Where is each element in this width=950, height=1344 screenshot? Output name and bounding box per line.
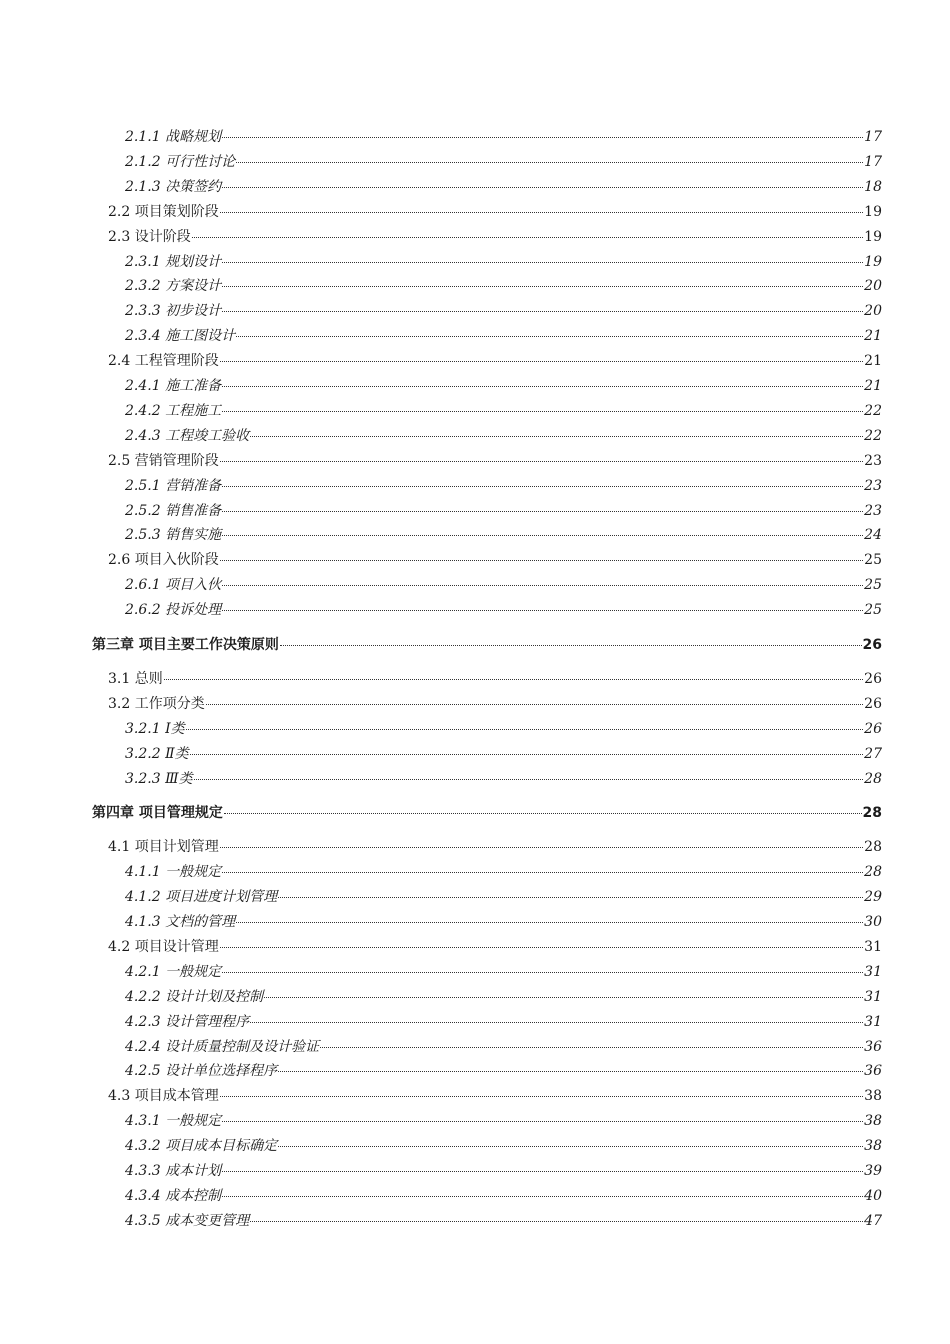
dot-leader — [222, 610, 863, 611]
dot-leader — [236, 922, 863, 923]
toc-entry[interactable] — [125, 574, 882, 594]
toc-page-number: 25 — [864, 552, 882, 569]
toc-page-number: 31 — [864, 938, 882, 955]
dot-leader — [192, 237, 863, 238]
toc-page-number: 38 — [864, 1088, 882, 1105]
toc-page-number: 17 — [864, 153, 882, 170]
toc-entry-title: 2.4.1 施工准备 — [125, 378, 222, 394]
toc-page-number: 19 — [864, 253, 882, 270]
toc-entry[interactable] — [108, 1085, 882, 1105]
dot-leader — [222, 1171, 863, 1172]
toc-entry[interactable] — [108, 201, 882, 221]
toc-page-number: 19 — [864, 228, 882, 245]
toc-entry-title: 4.1 项目计划管理 — [108, 839, 219, 856]
dot-leader — [186, 729, 864, 730]
toc-entry-title: 4.3.5 成本变更管理 — [125, 1212, 250, 1229]
toc-page-number: 21 — [864, 378, 882, 394]
dot-leader — [222, 872, 863, 873]
toc-entry-title: 3.2.3 Ⅲ类 — [125, 770, 193, 787]
dot-leader — [222, 511, 863, 512]
toc-page-number: 26 — [864, 695, 882, 712]
toc-page-number: 31 — [864, 963, 882, 980]
toc-entry-title: 3.2 工作项分类 — [108, 695, 205, 712]
toc-entry[interactable] — [108, 668, 882, 688]
toc-entry-title: 4.2.3 设计管理程序 — [125, 1013, 250, 1030]
toc-page-number: 39 — [864, 1163, 882, 1179]
dot-leader — [222, 262, 863, 263]
toc-entry-title: 3.2.2 Ⅱ类 — [125, 745, 189, 762]
toc-entry-title: 第四章 项目管理规定 — [92, 805, 223, 822]
toc-entry-title: 2.3.2 方案设计 — [125, 278, 222, 295]
toc-entry[interactable] — [125, 500, 882, 520]
toc-entry[interactable] — [125, 1185, 882, 1205]
toc-entry-title: 2.1.1 战略规划 — [125, 129, 222, 145]
toc-entry[interactable] — [125, 126, 882, 146]
toc-page-number: 36 — [864, 1038, 882, 1055]
toc-entry[interactable] — [125, 475, 882, 495]
dot-leader — [222, 972, 863, 973]
toc-entry[interactable] — [108, 549, 882, 569]
dot-leader — [206, 704, 863, 705]
toc-entry-title: 2.6.2 投诉处理 — [125, 602, 222, 619]
dot-leader — [278, 897, 863, 898]
toc-entry-title: 2.4.2 工程施工 — [125, 402, 222, 419]
toc-page-number: 21 — [864, 353, 882, 370]
dot-leader — [190, 754, 864, 755]
toc-entry-title: 4.2 项目设计管理 — [108, 938, 219, 955]
toc-page-number: 23 — [864, 502, 882, 519]
toc-entry-title: 2.4.3 工程竣工验收 — [125, 427, 250, 444]
toc-chapter-entry[interactable] — [92, 634, 882, 654]
toc-page-number: 19 — [864, 203, 882, 220]
dot-leader — [278, 1146, 863, 1147]
toc-page-number: 21 — [864, 328, 882, 345]
toc-entry[interactable] — [125, 400, 882, 420]
toc-page-number: 18 — [864, 178, 882, 195]
toc-entry-title: 2.1.2 可行性讨论 — [125, 153, 236, 170]
toc-entry-title: 4.1.2 项目进度计划管理 — [125, 889, 278, 906]
toc-entry[interactable] — [108, 836, 882, 856]
toc-entry[interactable] — [125, 251, 882, 271]
toc-entry-title: 2.3.1 规划设计 — [125, 253, 222, 270]
toc-page-number: 23 — [864, 452, 882, 469]
toc-page-number: 17 — [864, 129, 882, 145]
toc-entry[interactable] — [125, 1060, 882, 1080]
toc-page-number: 25 — [864, 577, 882, 594]
toc-entry[interactable] — [108, 936, 882, 956]
dot-leader — [250, 1022, 863, 1023]
toc-page-number: 20 — [864, 278, 882, 295]
toc-entry-title: 4.2.2 设计计划及控制 — [125, 988, 264, 1005]
toc-entry-title: 4.3.2 项目成本目标确定 — [125, 1138, 278, 1155]
toc-page-number: 22 — [864, 402, 882, 419]
toc-entry-title: 2.5.2 销售准备 — [125, 502, 222, 519]
toc-entry-title: 4.2.4 设计质量控制及设计验证 — [125, 1038, 320, 1055]
toc-entry[interactable] — [125, 861, 882, 881]
dot-leader — [236, 162, 863, 163]
dot-leader — [220, 1096, 863, 1097]
toc-entry-title: 2.5.3 销售实施 — [125, 527, 222, 544]
toc-entry-title: 4.3 项目成本管理 — [108, 1088, 219, 1105]
dot-leader — [222, 411, 863, 412]
toc-entry[interactable] — [125, 325, 882, 345]
toc-entry[interactable] — [125, 718, 882, 738]
toc-entry-title: 2.1.3 决策签约 — [125, 178, 222, 195]
toc-page-number: 36 — [864, 1063, 882, 1080]
dot-leader — [320, 1047, 863, 1048]
toc-entry[interactable] — [108, 226, 882, 246]
dot-leader — [220, 212, 863, 213]
toc-entry[interactable] — [125, 1036, 882, 1056]
toc-page-number: 22 — [864, 427, 882, 444]
toc-entry-title: 4.1.3 文档的管理 — [125, 914, 236, 930]
dot-leader — [222, 1121, 863, 1122]
dot-leader — [220, 947, 863, 948]
toc-entry-title: 4.3.3 成本计划 — [125, 1163, 222, 1179]
toc-entry-title: 4.3.1 一般规定 — [125, 1113, 222, 1130]
toc-entry-title: 2.3.3 初步设计 — [125, 303, 222, 320]
dot-leader — [278, 1071, 863, 1072]
toc-page-number: 28 — [862, 805, 882, 822]
dot-leader — [194, 779, 864, 780]
toc-page-number: 26 — [864, 670, 882, 687]
toc-page-number: 27 — [864, 745, 882, 762]
toc-page-number: 28 — [864, 839, 882, 856]
dot-leader — [222, 286, 863, 287]
toc-page-number: 20 — [864, 303, 882, 320]
dot-leader — [222, 311, 863, 312]
dot-leader — [236, 336, 863, 337]
toc-entry[interactable] — [125, 176, 882, 196]
toc-page-number: 31 — [864, 1013, 882, 1030]
toc-entry[interactable] — [125, 961, 882, 981]
dot-leader — [222, 187, 863, 188]
dot-leader — [220, 461, 863, 462]
toc-page-number: 38 — [864, 1113, 882, 1130]
toc-entry[interactable] — [108, 350, 882, 370]
toc-page-number: 26 — [864, 720, 882, 737]
toc-entry[interactable] — [125, 768, 882, 788]
toc-page-number: 28 — [864, 770, 882, 787]
toc-entry[interactable] — [125, 986, 882, 1006]
toc-entry[interactable] — [125, 1110, 882, 1130]
dot-leader — [250, 436, 863, 437]
toc-entry[interactable] — [125, 599, 882, 619]
toc-entry[interactable] — [125, 151, 882, 171]
toc-page-number: 23 — [864, 477, 882, 494]
toc-entry[interactable] — [125, 425, 882, 445]
toc-entry[interactable] — [108, 450, 882, 470]
toc-page-number: 40 — [864, 1187, 882, 1204]
toc-entry[interactable] — [125, 1135, 882, 1155]
toc-page-number: 31 — [864, 988, 882, 1005]
toc-entry[interactable] — [125, 886, 882, 906]
toc-entry[interactable] — [108, 693, 882, 713]
toc-entry-title: 3.1 总则 — [108, 670, 163, 687]
dot-leader — [222, 585, 863, 586]
toc-page-number: 28 — [864, 864, 882, 881]
dot-leader — [250, 1221, 863, 1222]
toc-entry[interactable] — [125, 743, 882, 763]
toc-page-number: 30 — [864, 914, 882, 930]
toc-entry-title: 2.5.1 营销准备 — [125, 477, 222, 494]
toc-entry-title: 2.3.4 施工图设计 — [125, 328, 236, 345]
toc-entry-title: 2.3 设计阶段 — [108, 228, 191, 245]
dot-leader — [264, 997, 863, 998]
toc-entry-title: 2.6.1 项目入伙 — [125, 577, 222, 594]
dot-leader — [220, 847, 863, 848]
toc-entry-title: 2.4 工程管理阶段 — [108, 353, 219, 370]
toc-entry[interactable] — [125, 375, 882, 395]
toc-entry[interactable] — [125, 1011, 882, 1031]
toc-entry-title: 第三章 项目主要工作决策原则 — [92, 637, 279, 653]
dot-leader — [222, 386, 863, 387]
toc-entry[interactable] — [125, 1210, 882, 1230]
dot-leader — [164, 679, 863, 680]
toc-entry-title: 4.2.1 一般规定 — [125, 963, 222, 980]
toc-page-number: 38 — [864, 1138, 882, 1155]
toc-entry[interactable] — [125, 524, 882, 544]
toc-entry[interactable] — [125, 300, 882, 320]
toc-page-number: 25 — [864, 602, 882, 619]
toc-entry-title: 2.2 项目策划阶段 — [108, 203, 219, 220]
dot-leader — [280, 645, 862, 646]
toc-entry-title: 2.5 营销管理阶段 — [108, 452, 219, 469]
dot-leader — [224, 813, 862, 814]
toc-entry-title: 4.2.5 设计单位选择程序 — [125, 1063, 278, 1080]
dot-leader — [220, 361, 863, 362]
toc-entry-title: 4.3.4 成本控制 — [125, 1187, 222, 1204]
toc-entry-title: 2.6 项目入伙阶段 — [108, 552, 219, 569]
toc-page-number: 47 — [864, 1212, 882, 1229]
toc-entry[interactable] — [125, 1160, 882, 1180]
toc-entry-title: 4.1.1 一般规定 — [125, 864, 222, 881]
toc-chapter-entry[interactable] — [92, 802, 882, 822]
toc-page-number: 26 — [862, 637, 882, 653]
toc-page-number: 24 — [864, 527, 882, 544]
dot-leader — [222, 486, 863, 487]
dot-leader — [222, 535, 863, 536]
toc-page-number: 29 — [864, 889, 882, 906]
dot-leader — [222, 1196, 863, 1197]
toc-entry[interactable] — [125, 911, 882, 931]
toc-entry[interactable] — [125, 275, 882, 295]
toc-entry-title: 3.2.1 Ⅰ类 — [125, 720, 185, 737]
dot-leader — [220, 560, 863, 561]
dot-leader — [222, 137, 863, 138]
